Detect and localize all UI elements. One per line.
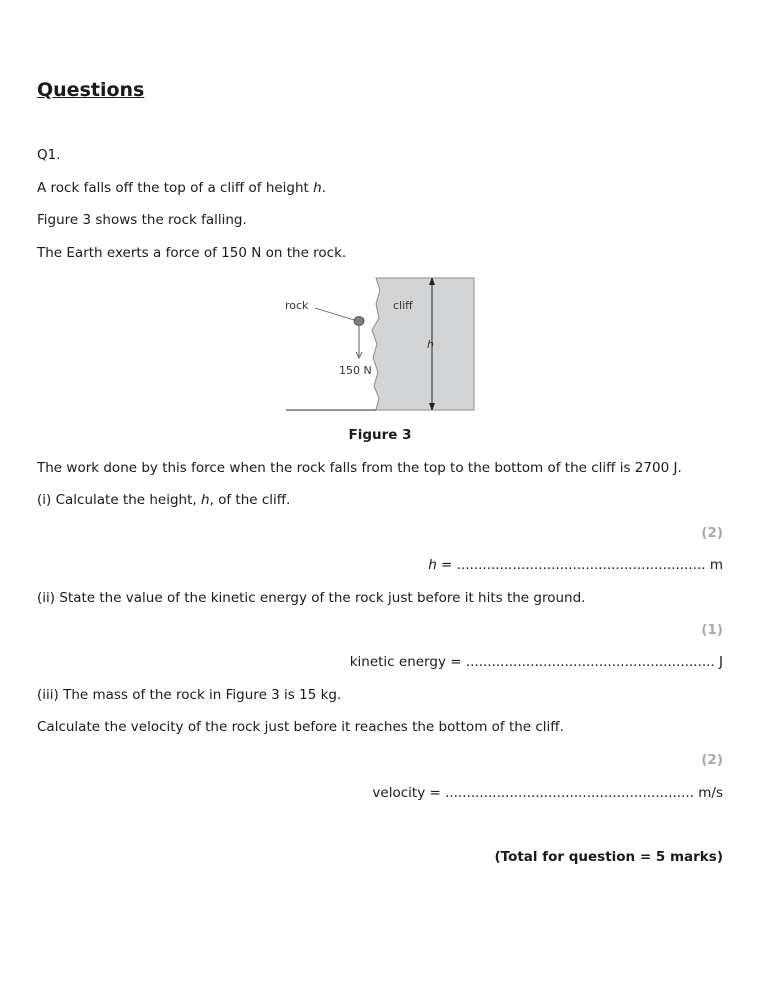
part-ii-answer-line[interactable]: kinetic energy = .......................................................... J [349,654,723,670]
cliff-figure [284,274,478,414]
part-ii-text: (ii) State the value of the kinetic energy of the rock just before it hits the ground. [37,590,586,606]
intro-line-2: Figure 3 shows the rock falling. [37,212,247,228]
part-iii-text-2: Calculate the velocity of the rock just before it reaches the bottom of the cliff. [37,719,564,735]
force-label: 150 N [339,364,372,377]
intro-line-1: A rock falls off the top of a cliff of height h. [37,180,327,196]
part-iii-answer-line[interactable]: velocity = .......................................................... m/s [372,785,723,801]
part-i-marks: (2) [701,525,723,541]
work-statement: The work done by this force when the rock falls from the top to the bottom of the cliff is 2700 J. [37,460,682,476]
height-label: h [427,338,434,351]
page-title: Questions [37,79,145,101]
intro-line-3: The Earth exerts a force of 150 N on the rock. [37,245,347,261]
part-i-text: (i) Calculate the height, h, of the cliff. [37,492,291,508]
rock-label-leader [315,308,354,320]
figure-caption: Figure 3 [348,427,412,443]
cliff-label: cliff [393,299,413,312]
part-iii-text-1: (iii) The mass of the rock in Figure 3 is 15 kg. [37,687,342,703]
rock-label: rock [285,299,309,312]
total-marks: (Total for question = 5 marks) [494,849,723,865]
cliff-shape [372,278,474,410]
part-ii-marks: (1) [701,622,723,638]
question-number: Q1. [37,147,61,163]
part-iii-marks: (2) [701,752,723,768]
part-i-answer-line[interactable]: h = .......................................................... m [428,557,723,573]
rock-shape [354,317,364,326]
